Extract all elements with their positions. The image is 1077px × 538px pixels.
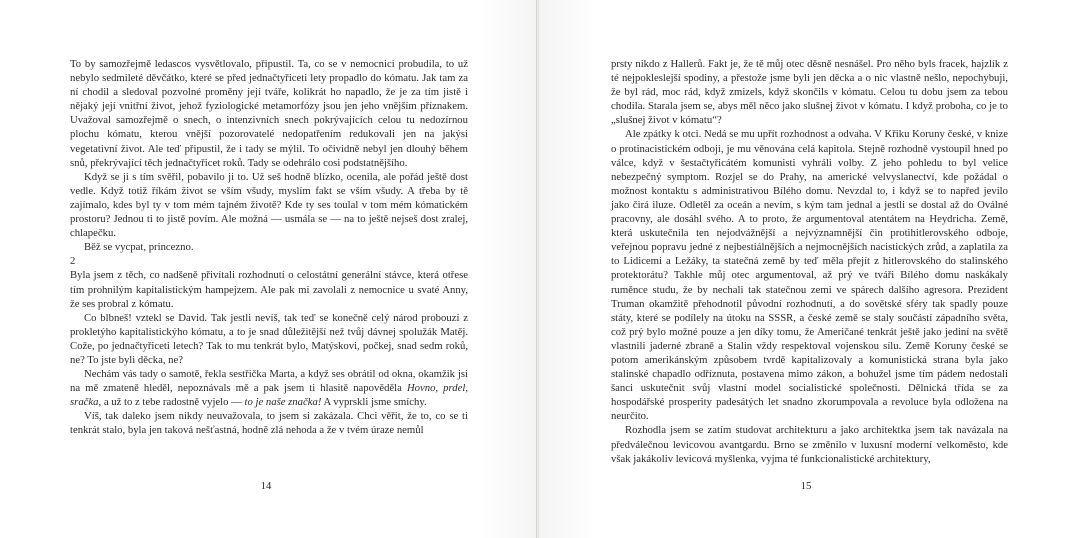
paragraph: Ale zpátky k otci. Nedá se mu upřít rozhodnost a odvaha. V Křiku Koruny české, v knize o protinacistickém odboji, je mu věnována celá kapitola. Stejně rozhodně vystoupil hned po válce, když v šestačtyřicátém komunisti vyhráli volby. Z jeho pohledu to byl velice nebezpečný symptom. Rozjel se do Prahy, na americké velvyslanectví, kde požádal o možnost kontaktu s administrativou Bílého domu. Nevzdal to, i když se to napřed jevilo jako čirá iluze. Odletěl za oceán a nevím, s kým tam jednal a jestli se dostal až do Oválné pracovny, ale dosáhl svého. A to proto, že argumentoval atentátem na Heydricha. Země, která uskutečnila ten nejodvážnější a nejvýznamnější čin protihitlerovského odboje, veřejnou popravu jedné z nejbestiálnějších a nejmocnějších nacistických zrůd, a zaplatila za to Lidicemi a Ležáky, ta statečná země by teď měla přejít z hitlerovského do stalinského protektorátu? Takhle můj otec argumentoval, až prý ve tváři Bílého domu naskákaly ruměnce studu, že by nechali tak statečnou zemi ve spárech dalšího agresora. Prezident Truman okamžitě přehodnotil původní rozhodnutí, a do sovětské sféry tak spadly pouze státy, které se podílely na útoku na SSSR, a české země se staly součástí západního světa, což prý bylo možné pouze a jen díky tomu, že Američané tenkrát ještě jako jediní na světě vlastnili jaderné zbraně a Stalin vždy respektoval vojenskou sílu. Země Koruny české se potom amerikánským způsobem tvrdě kapitalizovaly a komunistická strana byla jako stalinské chapadlo odříznuta, postavena mimo zákon, a bohužel jsme tím pádem nedostali šanci uskutečnit svůj vlastní model socialistické společnosti. Dělnická třída se za hospodářské prosperity padesátých let snadno zkorumpovala a revoluce byla odložena na neurčito. (611, 128, 1008, 423)
left-page-body (70, 57, 468, 438)
paragraph: Byla jsem z těch, co nadšeně přivítali rozhodnutí o celostátní generální stávce, která otřese tím prohnilým kapitalistickým hampejzem. Ale pak mi zavolali z nemocnice u svaté Anny, že ses probral z kómatu. (70, 269, 468, 310)
paragraph: prsty nikdo z Hallerů. Fakt je, že tě můj otec děsně nesnášel. Pro něho byls fracek, hajzlík z té nejpokleslejší spodiny, a přestože jsme byli jen děcka a o nic vlastně nešlo, nepochybuji, že byl rád, moc rád, když zmizels, když skončils v kómatu. Celou tu dobu jsem za tebou chodila. Starala jsem se, abys měl něco jako slušnej život v kómatu. I když proboha, co je to „slušnej život v kómatu“? (611, 58, 1008, 127)
paragraph: Co blbneš! vztekl se David. Tak jestli nevíš, tak teď se konečně celý národ probouzí z prokletýho kapitalistickýho kómatu, a to je snad důležitější než tvůj dávnej spolužák Matěj. Cože, po jednačtyřiceti letech? Tak to mu tenkrát bylo, Matýskovi, počkej, snad sedm roků, ne? To jste byli děcka, ne? (70, 311, 468, 366)
right-page-shading (539, 0, 599, 538)
paragraph: Nechám vás tady o samotě, řekla sestřička Marta, a když ses obrátil od okna, okamžik jsi na mě zmateně hleděl, nepoznávals mě a pak jsem ti hlasitě napověděla Hovno, prdel, sračka, a už to z tebe radostně vyjelo — to je naše značka! A vyprskli jsme smíchy. (70, 368, 468, 409)
paragraph: Víš, tak daleko jsem nikdy neuvažovala, to jsem si zakázala. Chci věřit, že to, co se ti tenkrát stalo, byla jen taková nešťastná, hodně zlá nehoda a že v tvém úraze nemůl (70, 410, 468, 437)
page-number-right: 15 (800, 480, 812, 492)
right-page (539, 0, 1077, 538)
page-number-left: 14 (260, 480, 272, 492)
right-page-body (611, 57, 1008, 466)
left-page (0, 0, 536, 538)
chapter-number: 2 (70, 255, 76, 268)
paragraph: Běž se vycpat, princezno. (84, 241, 194, 254)
left-page-shading (476, 0, 536, 538)
paragraph: Rozhodla jsem se zatím studovat architekturu a jako architektka jsem tak navázala na předválečnou levicovou avantgardu. Brno se změnilo v luxusní moderní velkoměsto, kde však jakákoliv levicová myšlenka, vyjma té funkcionalistické architektury, (611, 424, 1008, 465)
paragraph: To by samozřejmě ledascos vysvětlovalo, připustil. Ta, co se v nemocnici probudila, to už nebylo sedmileté děvčátko, které se před jednačtyřiceti lety propadlo do kómatu. Jak tam za ní chodil a sledoval pozvolné proměny její tváře, kolikrát ho napadlo, že je za tím jistě i nějaký její vnitřní život, jehož fyziologické metamorfózy jsou jen jeho vnějším příznakem. Uvažoval samozřejmě o snech, o intenzivních snech pokrývajících celou tu nedozírnou plochu kómatu, kterou vnější pozorovatelé nedopatřením redukovali jen na jakýsi vegetativní život. Ale teď připustil, že i tady se mýlil. To očividně nebyl jen dlouhý během snů, překrývající těch jednačtyřicet roků. Tady se odehrálo cosi podstatnějšího. (70, 58, 468, 169)
paragraph: Když se ji s tím svěřil, pobavilo ji to. Už seš hodně blízko, ocenila, ale pořád ještě dost vedle. Když totiž říkám život se vším všudy, myslím fakt se vším všudy. A třeba by tě zajímalo, kdes byl ty v tom mém tajném životě? Kde ty ses toulal v tom mém kómatickém prostoru? Jednou ti to jistě povím. Ale možná — usmála se — na to ještě nejseš dost zralej, chlapečku. (70, 170, 468, 240)
